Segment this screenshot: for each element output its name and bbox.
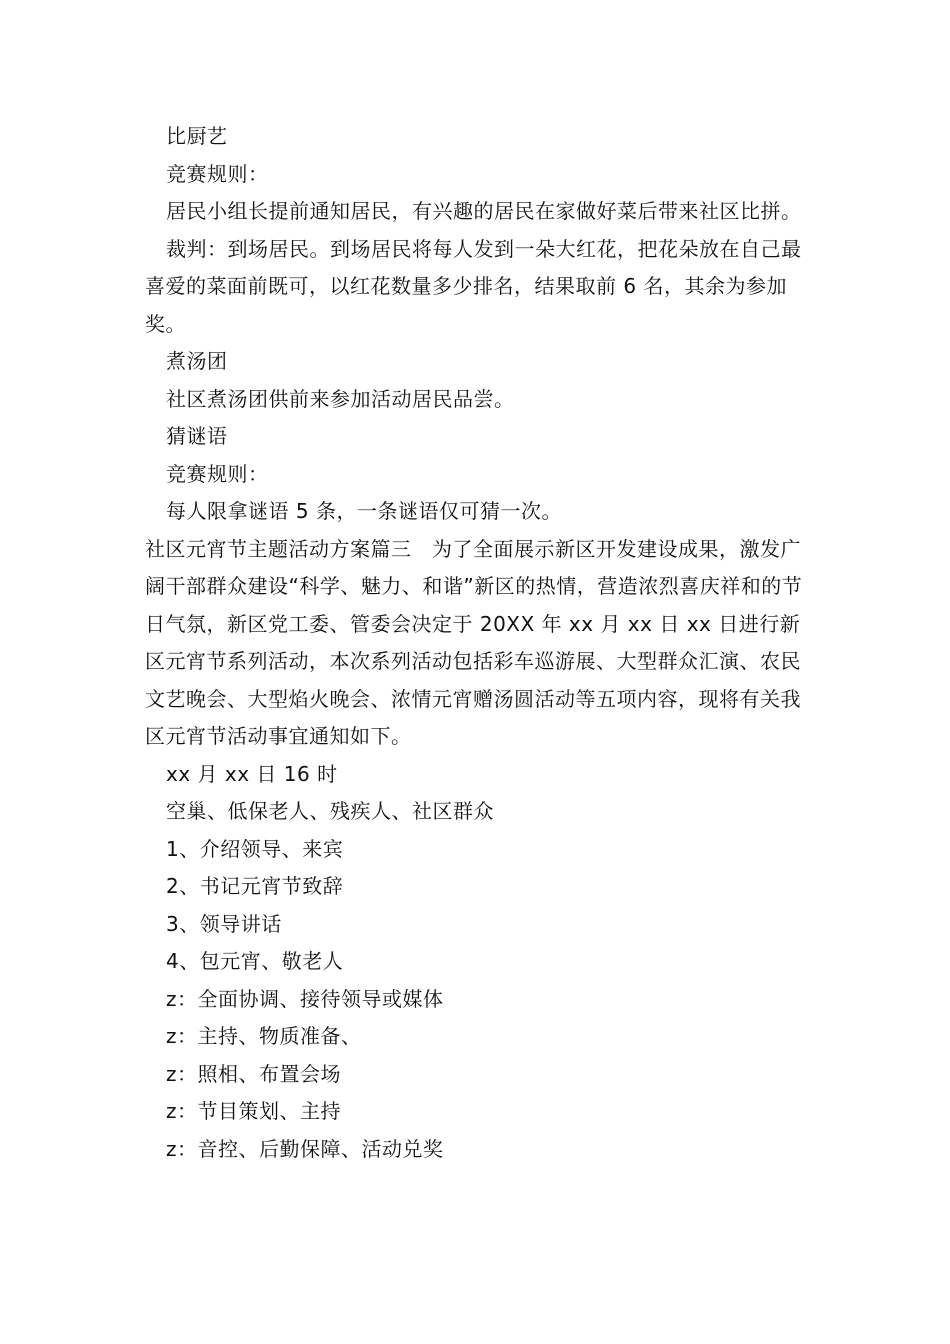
duty-item: z：音控、后勤保障、活动兑奖 <box>166 1136 444 1161</box>
event-time: xx 月 xx 日 16 时 <box>166 761 338 786</box>
participants: 空巢、低保老人、残疾人、社区群众 <box>166 799 494 823</box>
paragraph: 每人限拿谜语 5 条，一条谜语仅可猜一次。 <box>166 499 562 523</box>
heading-riddles: 猜谜语 <box>166 424 228 448</box>
list-item: 4、包元宵、敬老人 <box>166 949 344 973</box>
duty-item: z：节目策划、主持 <box>166 1099 341 1123</box>
list-item: 1、介绍领导、来宾 <box>166 836 344 861</box>
duty-item: z：全面协调、接待领导或媒体 <box>166 986 444 1011</box>
duty-item: z：主持、物质准备、 <box>166 1024 362 1048</box>
paragraph: 居民小组长提前通知居民，有兴趣的居民在家做好菜后带来社区比拼。 <box>166 199 802 223</box>
heading-cooking-tangyuan: 煮汤团 <box>166 349 228 373</box>
list-item: 3、领导讲话 <box>166 911 282 936</box>
rules-label: 竞赛规则： <box>166 461 269 486</box>
heading-cooking-contest: 比厨艺 <box>166 124 228 148</box>
rules-label: 竞赛规则： <box>166 161 269 186</box>
duty-item: z：照相、布置会场 <box>166 1061 341 1086</box>
paragraph: 社区煮汤团供前来参加活动居民品尝。 <box>166 386 515 411</box>
section-intro-paragraph: 社区元宵节主题活动方案篇三 为了全面展示新区开发建设成果，激发广阔干部群众建设“科学、魅力、和谐”新区的热情，营造浓烈喜庆祥和的节日气氛，新区党工委、管委会决定于 20XX 年 xx 月 xx 日 xx 日进行新区元宵节系列活动，本次系列活动包括彩车巡游展、大型群众汇演、农民文艺晚会、大型焰火晚会、浓情元宵赠汤圆活动等五项内容，现将有关我区元宵节活动事宜通知如下。 <box>145 536 803 748</box>
paragraph: 裁判：到场居民。到场居民将每人发到一朵大红花，把花朵放在自己最喜爱的菜面前既可，以红花数量多少排名，结果取前 6 名，其余为参加奖。 <box>145 236 802 336</box>
document-body <box>145 118 810 1168</box>
list-item: 2、书记元宵节致辞 <box>166 874 344 898</box>
